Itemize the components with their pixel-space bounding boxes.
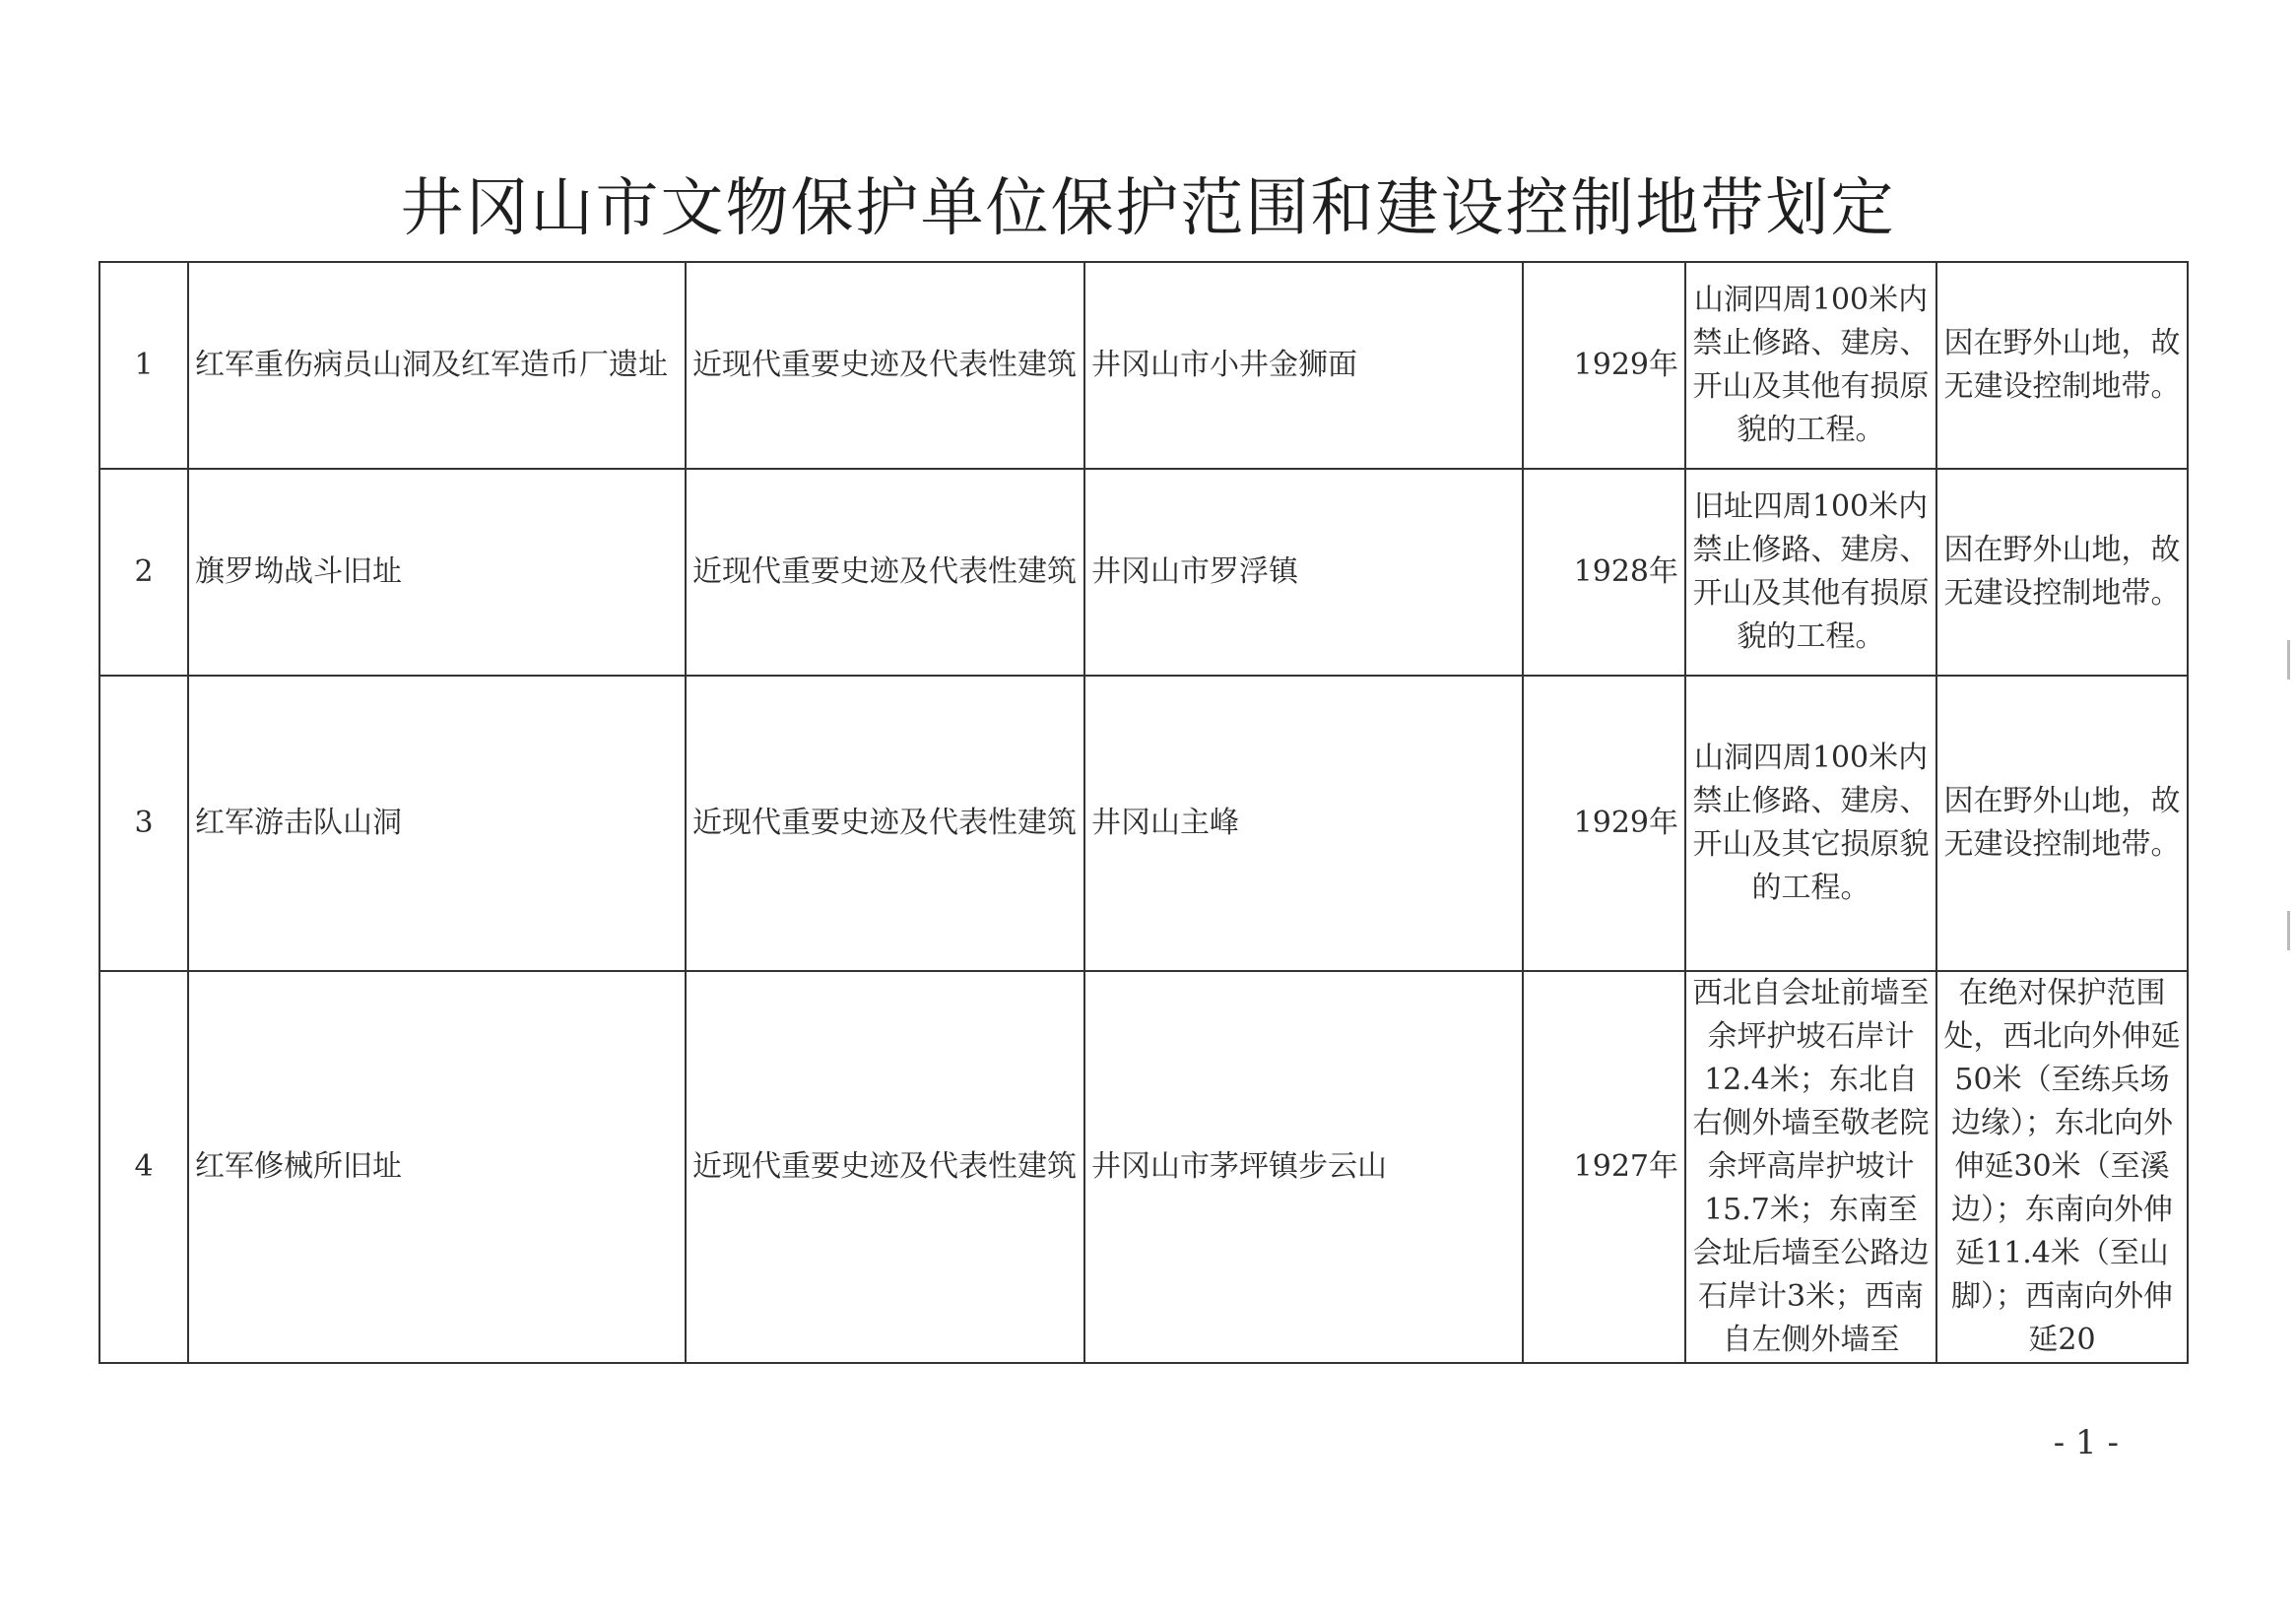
- protection-range: 山洞四周100米内禁止修路、建房、开山及其他有损原貌的工程。: [1685, 262, 1936, 469]
- construction-control-zone: 在绝对保护范围处，西北向外伸延50米（至练兵场边缘）；东北向外伸延30米（至溪边）；东南向外伸延11.4米（至山脚）；西南向外伸延20: [1936, 971, 2188, 1363]
- site-name: 红军重伤病员山洞及红军造币厂遗址: [188, 262, 686, 469]
- construction-control-zone: 因在野外山地，故无建设控制地带。: [1936, 262, 2188, 469]
- scan-edge-mark: [2287, 640, 2295, 680]
- site-name: 旗罗坳战斗旧址: [188, 469, 686, 676]
- construction-control-zone: 因在野外山地，故无建设控制地带。: [1936, 469, 2188, 676]
- table-row: [99, 971, 2188, 1363]
- row-number: 3: [99, 676, 188, 971]
- protection-range: 西北自会址前墙至余坪护坡石岸计12.4米；东北自右侧外墙至敬老院余坪高岸护坡计15.7米；东南至会址后墙至公路边石岸计3米；西南自左侧外墙至: [1685, 971, 1936, 1363]
- site-category: 近现代重要史迹及代表性建筑: [686, 676, 1084, 971]
- site-category: 近现代重要史迹及代表性建筑: [686, 469, 1084, 676]
- site-year: 1927年: [1523, 971, 1685, 1363]
- site-category: 近现代重要史迹及代表性建筑: [686, 262, 1084, 469]
- document-title: 井冈山市文物保护单位保护范围和建设控制地带划定: [400, 172, 1896, 245]
- site-year: 1929年: [1523, 262, 1685, 469]
- table-row: [99, 469, 2188, 676]
- table-row: [99, 676, 2188, 971]
- protection-range: 旧址四周100米内禁止修路、建房、开山及其他有损原貌的工程。: [1685, 469, 1936, 676]
- site-year: 1928年: [1523, 469, 1685, 676]
- site-category: 近现代重要史迹及代表性建筑: [686, 971, 1084, 1363]
- site-location: 井冈山市茅坪镇步云山: [1084, 971, 1523, 1363]
- site-location: 井冈山市小井金狮面: [1084, 262, 1523, 469]
- page-number: - 1 -: [2053, 1423, 2119, 1462]
- protection-range: 山洞四周100米内禁止修路、建房、开山及其它损原貌的工程。: [1685, 676, 1936, 971]
- construction-control-zone: 因在野外山地，故无建设控制地带。: [1936, 676, 2188, 971]
- site-year: 1929年: [1523, 676, 1685, 971]
- scan-edge-mark: [2287, 911, 2295, 950]
- site-location: 井冈山主峰: [1084, 676, 1523, 971]
- row-number: 4: [99, 971, 188, 1363]
- site-location: 井冈山市罗浮镇: [1084, 469, 1523, 676]
- row-number: 1: [99, 262, 188, 469]
- site-name: 红军游击队山洞: [188, 676, 686, 971]
- site-name: 红军修械所旧址: [188, 971, 686, 1363]
- row-number: 2: [99, 469, 188, 676]
- table-row: [99, 262, 2188, 469]
- protection-table: [98, 261, 2189, 1364]
